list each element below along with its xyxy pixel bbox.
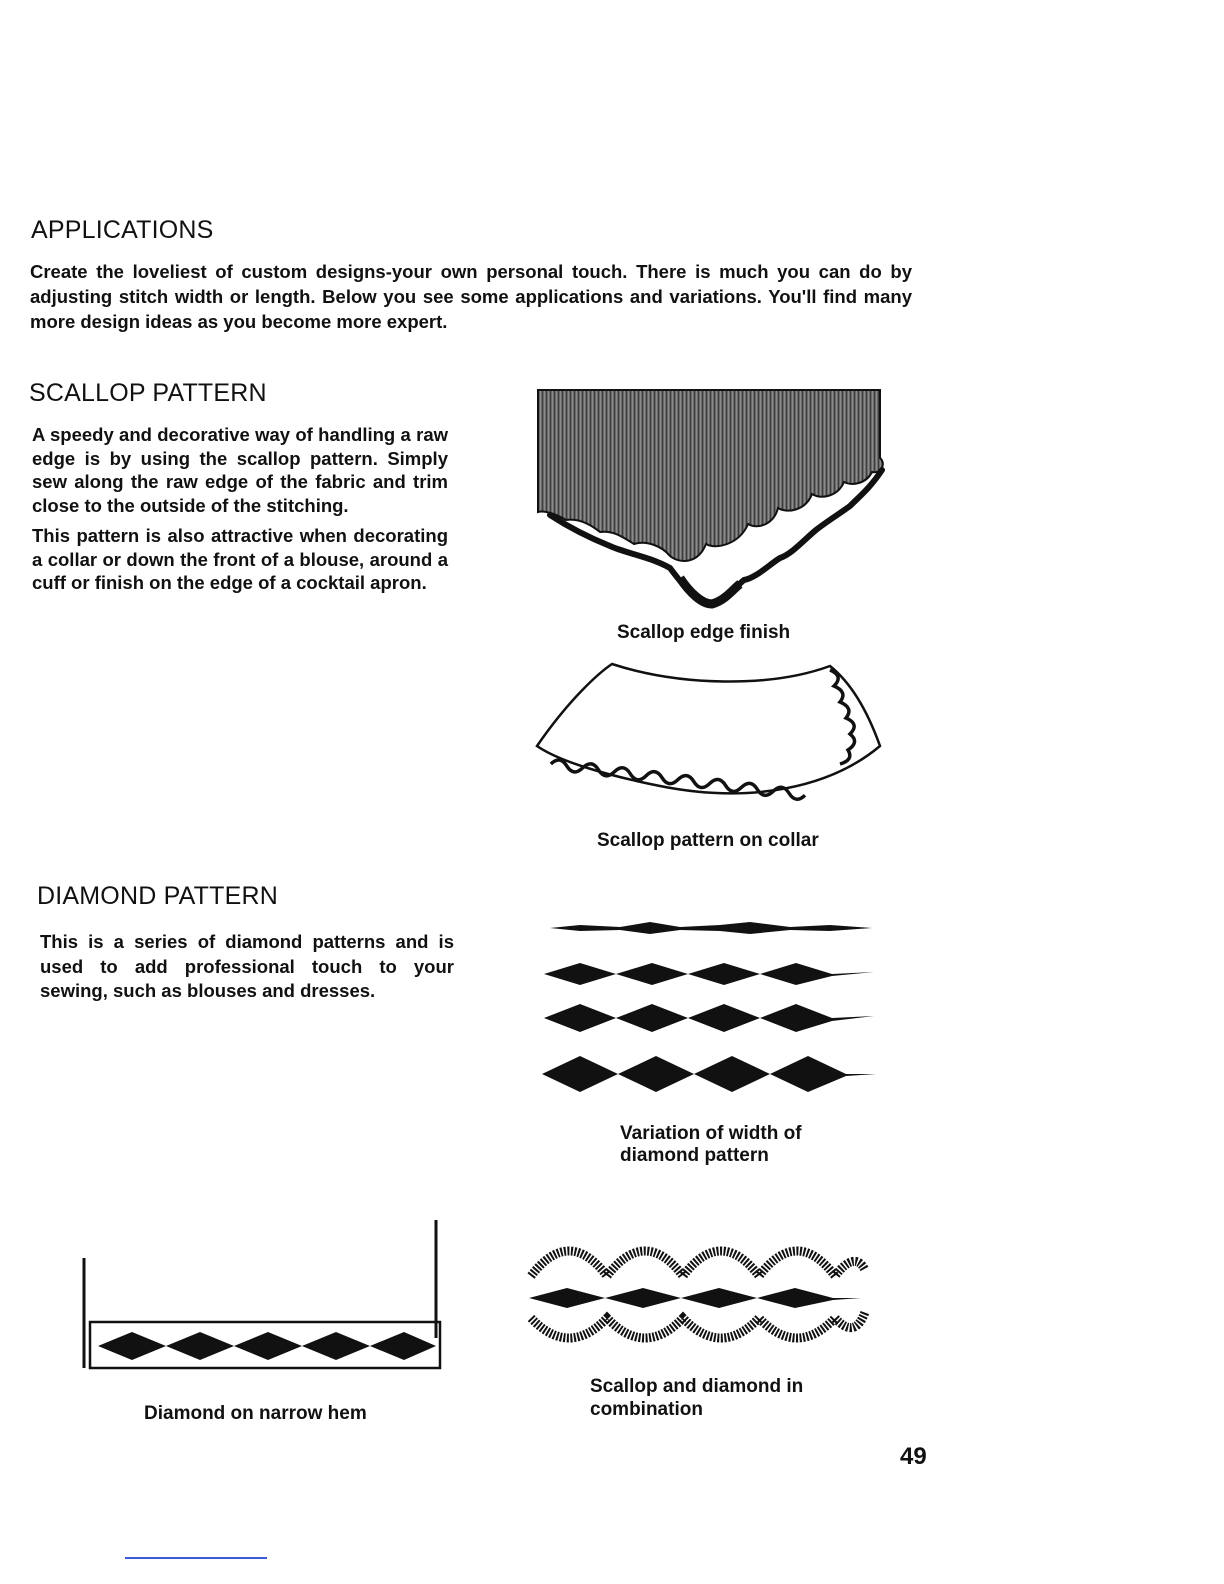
caption-scallop-collar: Scallop pattern on collar bbox=[597, 830, 819, 851]
scallop-edge-finish-illustration bbox=[530, 388, 890, 618]
scallop-heading: SCALLOP PATTERN bbox=[29, 379, 267, 407]
page-number: 49 bbox=[900, 1443, 927, 1470]
diamond-width-variation-illustration bbox=[540, 908, 880, 1098]
scallop-collar-illustration bbox=[530, 658, 890, 818]
diamond-heading: DIAMOND PATTERN bbox=[37, 882, 278, 910]
caption-diamond-narrow-hem: Diamond on narrow hem bbox=[144, 1403, 367, 1424]
caption-combination-line2: combination bbox=[590, 1399, 703, 1420]
caption-scallop-edge-finish: Scallop edge finish bbox=[617, 622, 791, 643]
applications-heading: APPLICATIONS bbox=[31, 216, 214, 244]
scallop-paragraph-2: This pattern is also attractive when decorating a collar or down the front of a blouse, around a cuff or finish on the edge of a cocktail apron. bbox=[32, 525, 448, 593]
caption-diamond-width-line2: diamond pattern bbox=[620, 1145, 769, 1166]
diamond-narrow-hem-illustration bbox=[80, 1218, 450, 1378]
diamond-paragraph: This is a series of diamond patterns and is used to add professional touch to your sewing, such as blouses and dresses. bbox=[40, 931, 454, 1001]
applications-intro: Create the loveliest of custom designs-your own personal touch. There is much you can do by adjusting stitch width or length. Below you see some applications and variations. You'll find many more design ideas as you become more expert. bbox=[30, 261, 912, 332]
scallop-paragraph-1: A speedy and decorative way of handling a raw edge is by using the scallop pattern. Simply sew along the raw edge of the fabric and trim close to the outside of the stitching. bbox=[32, 424, 448, 516]
footer-rule bbox=[125, 1557, 267, 1559]
scallop-diamond-combination-illustration bbox=[525, 1228, 870, 1358]
caption-diamond-width-line1: Variation of width of bbox=[620, 1123, 802, 1144]
caption-combination-line1: Scallop and diamond in bbox=[590, 1376, 804, 1397]
